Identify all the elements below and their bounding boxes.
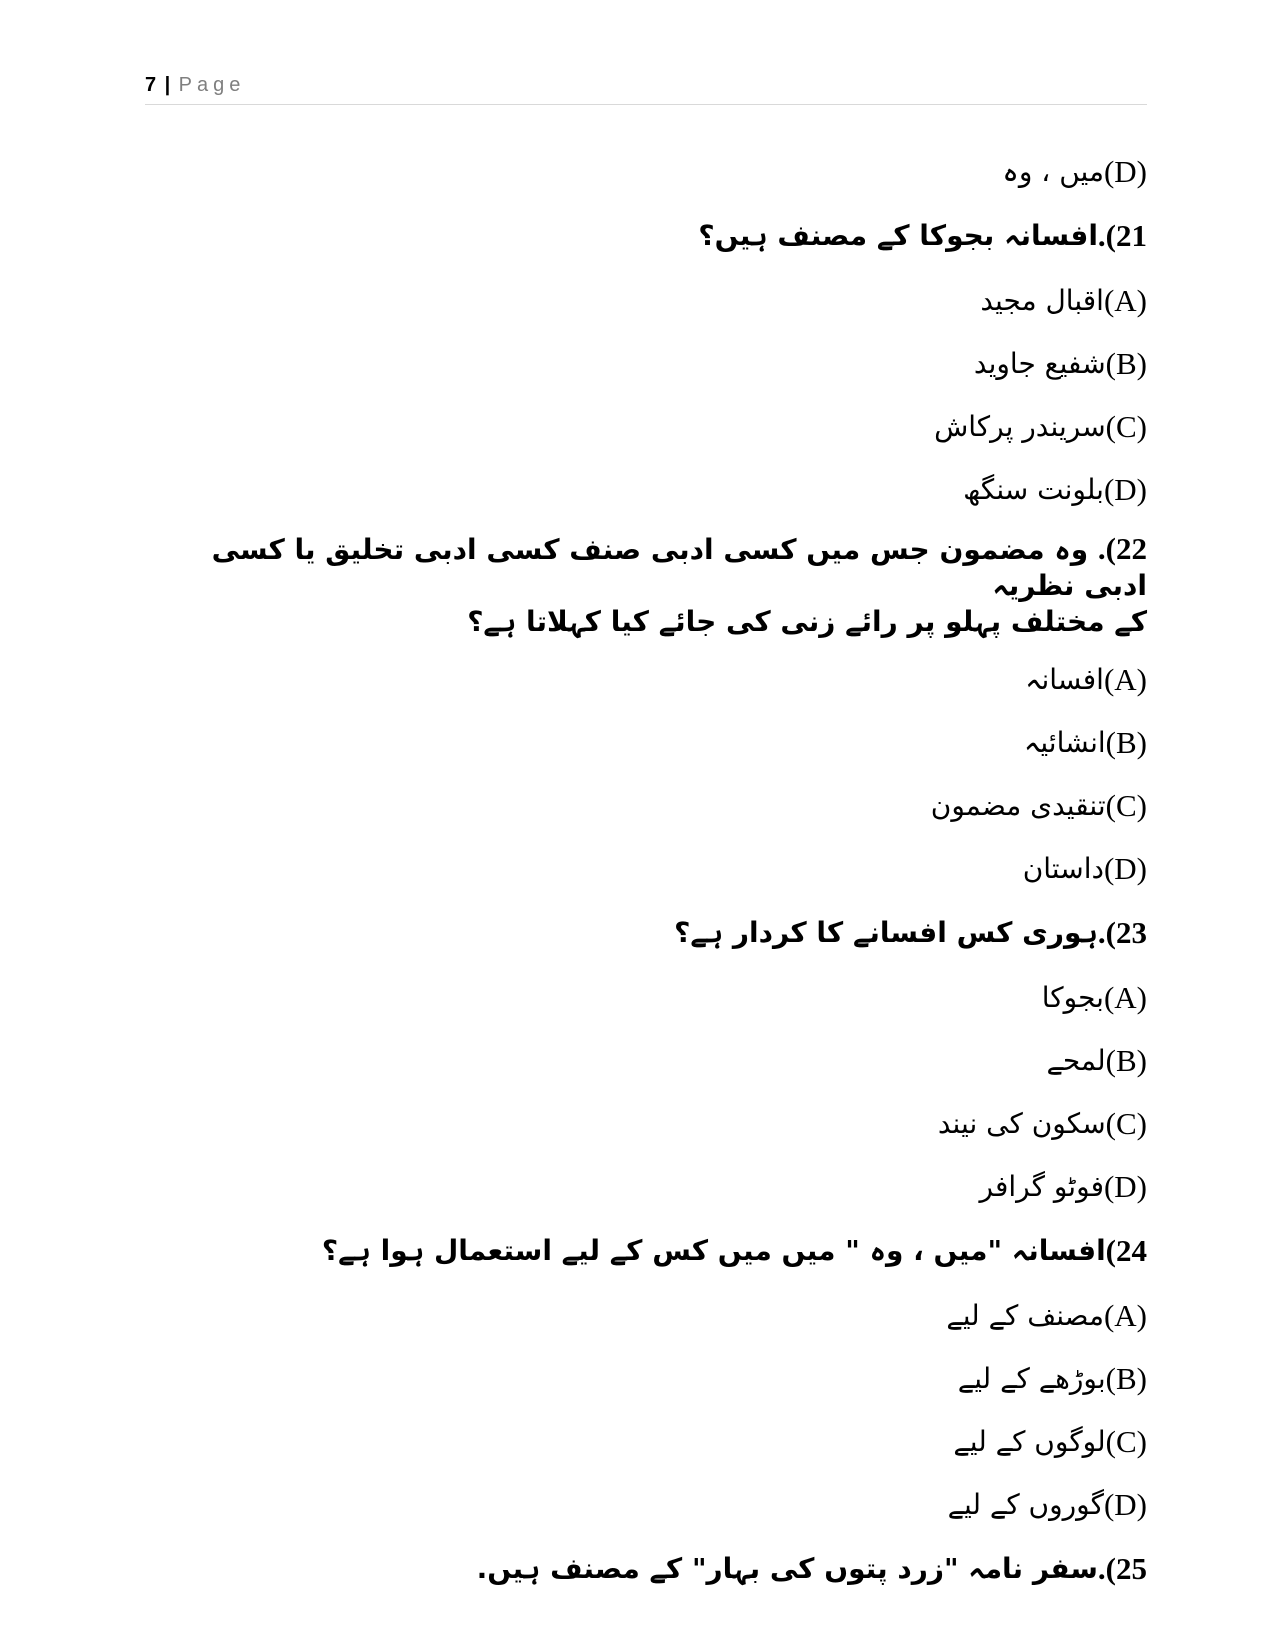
- question-text: افسانہ بجوکا کے مصنف ہیں؟: [698, 219, 1098, 252]
- option-key: (D): [1103, 471, 1147, 507]
- option-text: اقبال مجید: [980, 283, 1104, 317]
- option-line: [150, 332, 1147, 395]
- option-key: (A): [1103, 979, 1147, 1015]
- option-text: مصنف کے لیے: [946, 1298, 1104, 1332]
- option-line: [150, 1347, 1147, 1410]
- option-line: [150, 1155, 1147, 1218]
- page-header: [145, 74, 1147, 105]
- option-key: (B): [1105, 345, 1147, 381]
- question-21: [150, 203, 1147, 269]
- option-text: داستان: [1022, 851, 1104, 885]
- option-line: [150, 711, 1147, 774]
- option-line: [150, 1410, 1147, 1473]
- question-text-line-2: کے مختلف پہلو پر رائے زنی کی جائے کیا کہلاتا ہے؟: [467, 605, 1147, 638]
- question-25: [150, 1536, 1147, 1602]
- option-key: (A): [1103, 282, 1147, 318]
- option-key: (A): [1103, 661, 1147, 697]
- option-key: (B): [1105, 1042, 1147, 1078]
- option-line: [150, 1473, 1147, 1536]
- question-number: 24): [1105, 1233, 1147, 1268]
- option-line: [150, 966, 1147, 1029]
- option-text: انشائیہ: [1023, 725, 1106, 759]
- option-text: بوڑھے کے لیے: [957, 1361, 1106, 1395]
- option-line: [150, 648, 1147, 711]
- option-text: افسانہ: [1025, 662, 1104, 696]
- option-line: [150, 1092, 1147, 1155]
- option-text: سریندر پرکاش: [934, 409, 1106, 443]
- question-number: 25).: [1097, 1551, 1147, 1586]
- option-key: (C): [1105, 1423, 1147, 1459]
- question-23: [150, 900, 1147, 966]
- option-key: (B): [1105, 1360, 1147, 1396]
- option-text: لوگوں کے لیے: [953, 1424, 1106, 1458]
- option-line: [150, 395, 1147, 458]
- option-text: بجوکا: [1041, 980, 1104, 1014]
- question-number: 23).: [1097, 915, 1147, 950]
- header-separator: |: [164, 74, 171, 96]
- option-key: (A): [1103, 1297, 1147, 1333]
- question-text: سفر نامہ "زرد پتوں کی بہار" کے مصنف ہیں.: [476, 1552, 1098, 1585]
- option-text: تنقیدی مضمون: [930, 788, 1106, 822]
- option-text: بلونت سنگھ: [963, 472, 1104, 506]
- question-22: [150, 521, 1147, 648]
- option-text: شفیع جاوید: [973, 346, 1106, 380]
- question-text: افسانہ "میں ، وہ " میں میں کس کے لیے استعمال ہوا ہے؟: [321, 1234, 1106, 1267]
- page-number: 7: [145, 74, 157, 96]
- option-line: [150, 837, 1147, 900]
- document-body: [150, 140, 1147, 1602]
- question-text-line-1: وہ مضمون جس میں کسی ادبی صنف کسی ادبی تخلیق یا کسی ادبی نظریہ: [211, 533, 1147, 602]
- question-number: 21).: [1097, 218, 1147, 253]
- option-key: (C): [1105, 408, 1147, 444]
- option-key: (C): [1105, 787, 1147, 823]
- option-line: [150, 1284, 1147, 1347]
- option-key: (D): [1103, 850, 1147, 886]
- option-text: لمحے: [1046, 1043, 1106, 1077]
- question-24: [150, 1218, 1147, 1284]
- option-text: فوٹو گرافر: [979, 1169, 1104, 1203]
- option-key: (B): [1105, 724, 1147, 760]
- option-line: [150, 269, 1147, 332]
- page-label: Page: [178, 74, 246, 96]
- option-key: (C): [1105, 1105, 1147, 1141]
- option-key: (D): [1103, 153, 1147, 189]
- option-text: گوروں کے لیے: [947, 1487, 1104, 1521]
- option-line: [150, 1029, 1147, 1092]
- option-text: سکون کی نیند: [937, 1106, 1106, 1140]
- option-line: [150, 458, 1147, 521]
- option-text: میں ، وہ: [1002, 154, 1104, 188]
- question-text: ہوری کس افسانے کا کردار ہے؟: [674, 916, 1098, 949]
- option-key: (D): [1103, 1168, 1147, 1204]
- question-number: 22).: [1097, 531, 1147, 566]
- option-line: [150, 140, 1147, 203]
- option-key: (D): [1103, 1486, 1147, 1522]
- option-line: [150, 774, 1147, 837]
